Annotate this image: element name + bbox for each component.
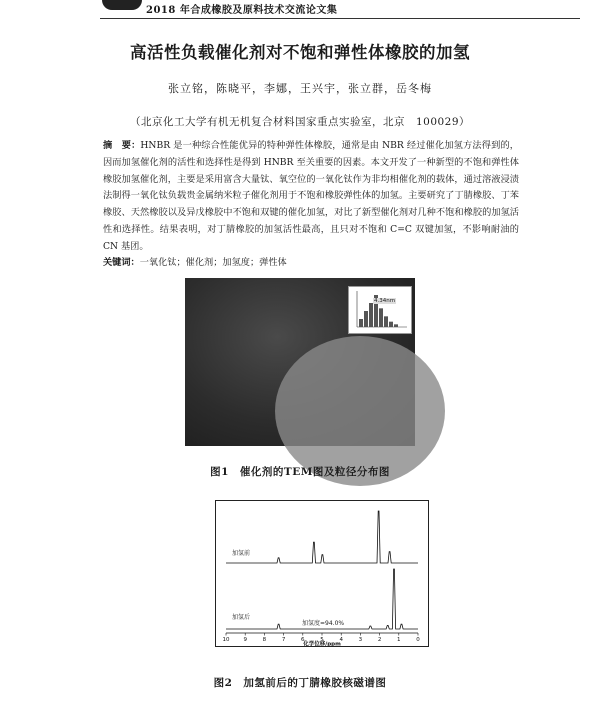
inset-histogram <box>349 287 411 333</box>
logo <box>102 0 142 10</box>
x-tick-label: 2 <box>377 637 382 643</box>
size-distribution-inset <box>348 286 412 334</box>
x-tick-label: 0 <box>416 637 420 643</box>
abstract <box>103 138 519 256</box>
authors: 张立铭，陈晓平，李娜，王兴宇，张立群，岳冬梅 <box>168 82 432 95</box>
inset-bar <box>369 303 373 327</box>
inset-bar <box>359 319 363 327</box>
paper-title: 高活性负载催化剂对不饱和弹性体橡胶的加氢 <box>130 43 470 62</box>
inset-bar <box>384 316 388 327</box>
nmr-chart <box>216 501 428 646</box>
nmr-chart-frame <box>215 500 429 647</box>
x-tick-label: 10 <box>222 637 230 643</box>
affiliation: （北京化工大学有机无机复合材料国家重点实验室，北京 100029） <box>129 116 471 128</box>
x-tick-label: 3 <box>358 637 363 643</box>
figure1-caption: 图1 催化剂的TEM图及粒径分布图 <box>210 466 390 478</box>
hydrogenation-degree-annotation: 加氢度=94.0% <box>302 620 345 627</box>
x-tick-label: 8 <box>262 637 267 643</box>
x-tick-label: 1 <box>397 637 401 643</box>
inset-label: 4.34nm <box>374 298 396 304</box>
x-axis-label: 化学位移/ppm <box>303 641 341 646</box>
x-tick-label: 9 <box>243 637 247 643</box>
series-label-1: 加氢前 <box>232 550 251 557</box>
series-label-2: 加氢后 <box>232 614 251 621</box>
series-line-1 <box>226 511 418 563</box>
x-tick-label: 4 <box>339 637 343 643</box>
header-title: 2018 年合成橡胶及原料技术交流论文集 <box>146 5 338 16</box>
inset-bar <box>364 311 368 327</box>
x-tick-label: 6 <box>301 637 305 643</box>
x-tick-label: 5 <box>320 637 324 643</box>
abstract-text: HNBR 是一种综合性能优异的特种弹性体橡胶，通常是由 NBR 经过催化加氢方法得到的，因而加氢催化剂的活性和选择性是得到 HNBR 至关重要的因素。本文开发了一种新型的不饱和弹性体橡胶加氢催化剂，主要是采用富含大量钛、氧空位的一氧化钛作为非均相催化剂的载体，通过溶液浸渍法制得一氧化钛负载贵金属纳米粒子催化剂用于不饱和橡胶弹性体的加氢。主要研究了丁腈橡胶、丁苯橡胶、天然橡胶以及异戊橡胶中不饱和双键的催化加氢，对比了新型催化剂对几种不饱和橡胶的加氢活性和选择性。结果表明，对丁腈橡胶的加氢活性最高，且只对不饱和 C=C 双键加氢，不影响耐油的 CN 基团。 <box>103 140 519 252</box>
x-tick-label: 7 <box>281 637 286 643</box>
inset-bar <box>394 324 398 327</box>
keywords <box>103 256 519 270</box>
inset-bar <box>379 308 383 327</box>
inset-bar <box>389 322 393 327</box>
figure2-caption: 图2 加氢前后的丁腈橡胶核磁谱图 <box>213 677 387 689</box>
abstract-label: 摘 要： <box>103 140 141 151</box>
keywords-text: 一氧化钛；催化剂；加氢度；弹性体 <box>139 257 287 268</box>
keywords-label: 关键词： <box>103 257 140 268</box>
